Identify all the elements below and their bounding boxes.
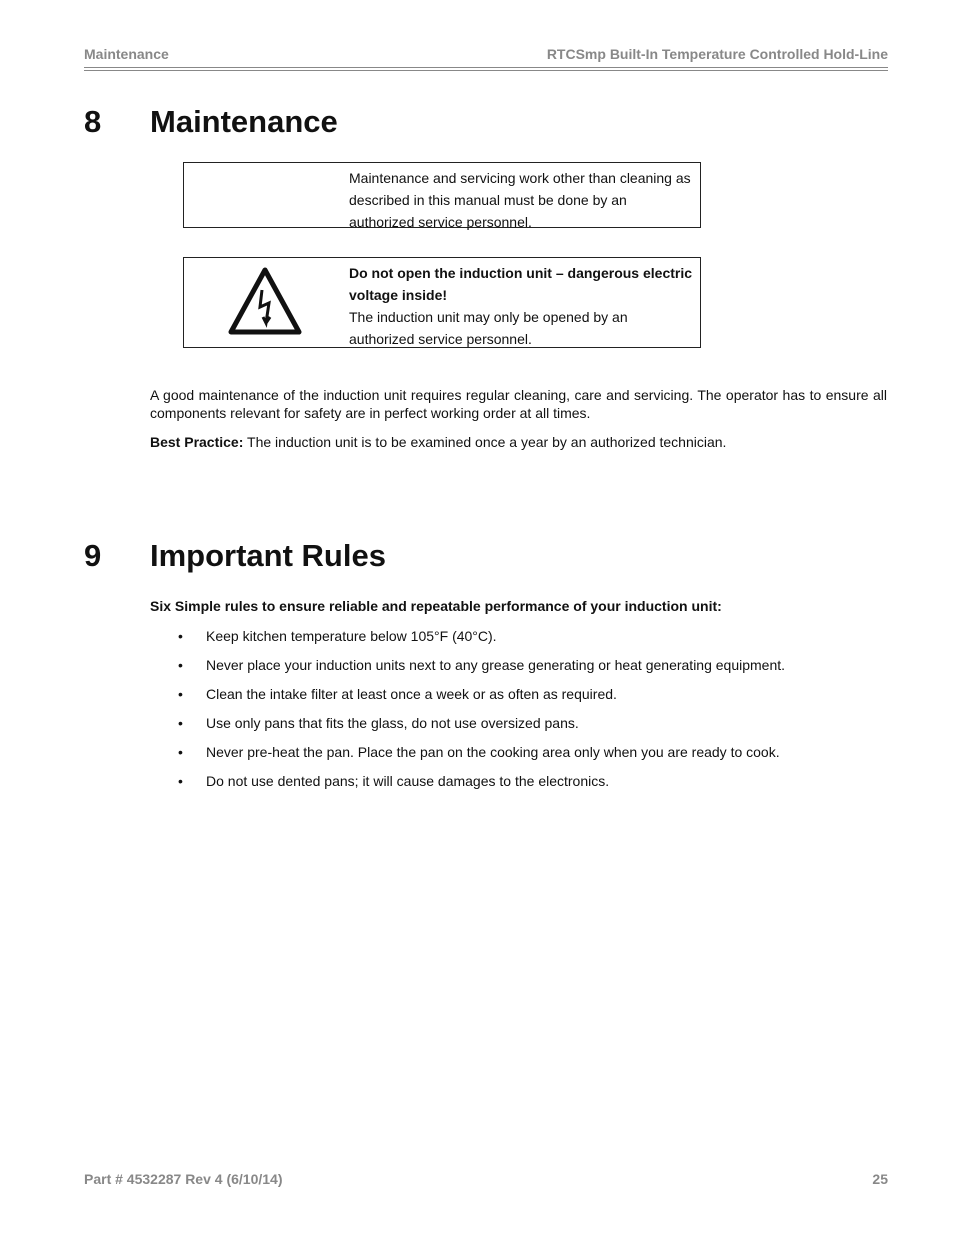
- list-item: [150, 684, 785, 713]
- header-rule-secondary: [84, 70, 888, 71]
- list-item: [150, 713, 785, 742]
- list-item: [150, 626, 785, 655]
- rule-text: Do not use dented pans; it will cause damages to the electronics.: [206, 773, 610, 789]
- notice-box-voltage: [183, 257, 701, 348]
- notice-box-servicing: [183, 162, 701, 228]
- section-8-heading: [84, 104, 338, 140]
- maintenance-paragraph: A good maintenance of the induction unit requires regular cleaning, care and servicing. The operator has to ensure all components relevant for safety are in perfect working order at all times.: [150, 387, 887, 421]
- notice-voltage-text: The induction unit may only be opened by an authorized service personnel.: [349, 309, 628, 347]
- best-practice-paragraph: [150, 433, 887, 451]
- section-9-number: 9: [84, 538, 102, 573]
- rule-text: Never pre-heat the pan. Place the pan on the cooking area only when you are ready to cook.: [206, 744, 780, 760]
- rule-text: Never place your induction units next to any grease generating or heat generating equipment.: [206, 657, 786, 673]
- notice-servicing-text: Maintenance and servicing work other than cleaning as described in this manual must be done by an authorized service personnel.: [349, 170, 691, 230]
- list-item: [150, 771, 785, 800]
- header-document-title: RTCSmp Built-In Temperature Controlled Hold-Line: [546, 46, 888, 62]
- rules-list: [150, 626, 785, 800]
- footer-part-number: Part # 4532287 Rev 4 (6/10/14): [84, 1171, 283, 1187]
- rule-text: Clean the intake filter at least once a week or as often as required.: [206, 686, 617, 702]
- bullet: •: [178, 773, 183, 789]
- bullet: •: [178, 657, 183, 673]
- page-header: [84, 46, 888, 66]
- section-9-heading: [84, 538, 386, 574]
- bullet: •: [178, 686, 183, 702]
- high-voltage-warning-icon: [227, 266, 303, 341]
- notice-voltage-content: [349, 262, 694, 350]
- section-9-title: Important Rules: [150, 538, 386, 573]
- bullet: •: [178, 628, 183, 644]
- rule-text: Keep kitchen temperature below 105°F (40°C).: [206, 628, 497, 644]
- notice-voltage-warning: Do not open the induction unit – dangerous electric voltage inside!: [349, 265, 693, 303]
- best-practice-label: Best Practice:: [150, 434, 244, 450]
- header-section-name: Maintenance: [84, 46, 169, 62]
- footer-page-number: 25: [872, 1171, 888, 1187]
- bullet: •: [178, 744, 183, 760]
- list-item: [150, 655, 785, 684]
- section-8-title: Maintenance: [150, 104, 338, 139]
- list-item: [150, 742, 785, 771]
- rules-intro: Six Simple rules to ensure reliable and repeatable performance of your induction unit:: [150, 598, 722, 614]
- header-rule: [84, 67, 888, 68]
- bullet: •: [178, 715, 183, 731]
- rule-text: Use only pans that fits the glass, do not use oversized pans.: [206, 715, 579, 731]
- section-8-number: 8: [84, 104, 102, 139]
- best-practice-text: The induction unit is to be examined once a year by an authorized technician.: [243, 434, 727, 450]
